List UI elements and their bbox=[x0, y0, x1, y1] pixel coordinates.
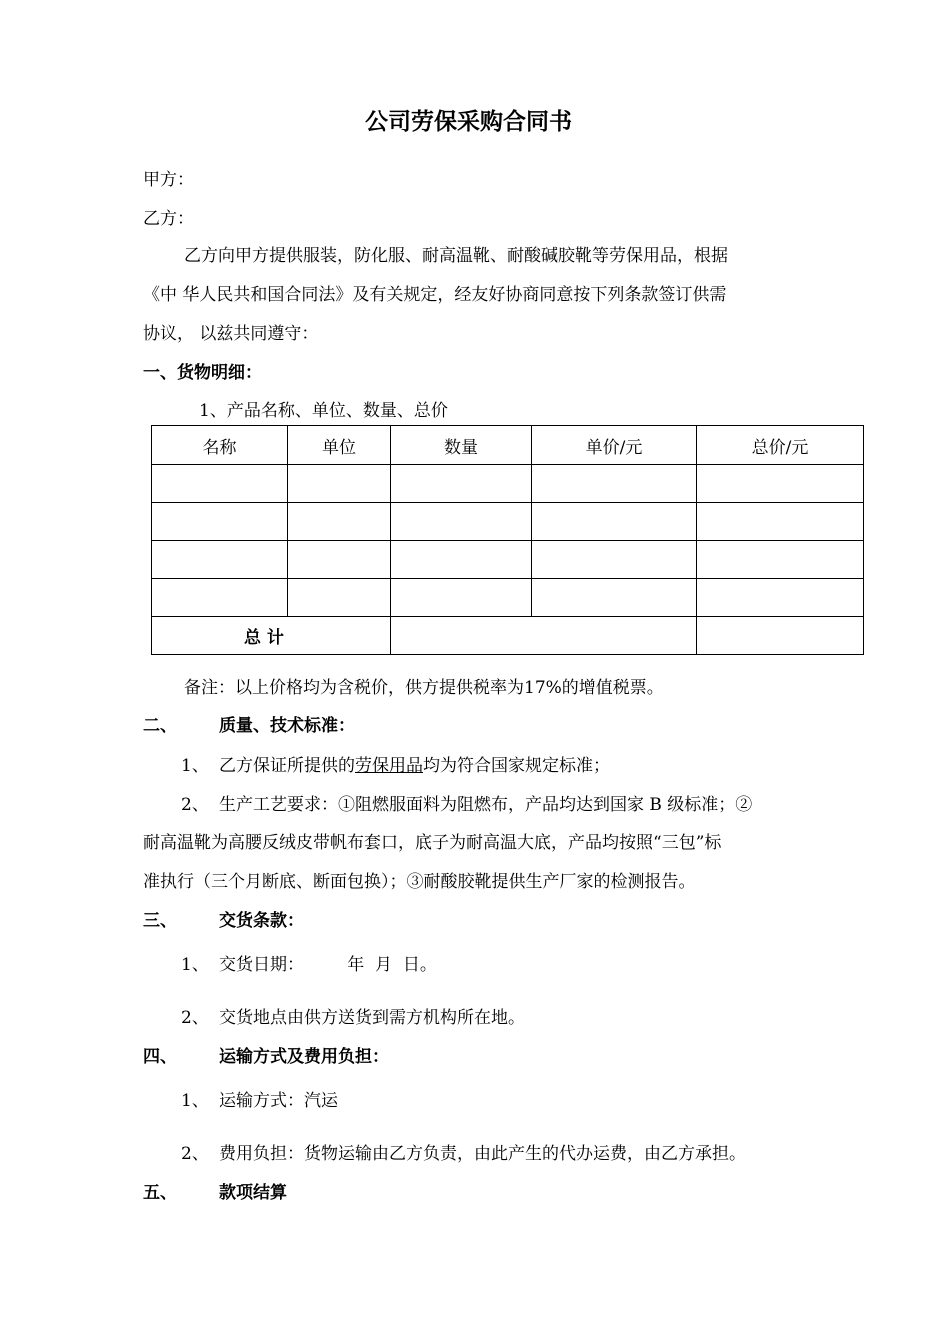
table-note: 备注：以上价格均为含税价，供方提供税率为17%的增值税票。 bbox=[184, 678, 664, 698]
table-row bbox=[152, 503, 864, 541]
table-header-row bbox=[152, 426, 864, 465]
table-cell[interactable] bbox=[288, 541, 391, 579]
table-cell[interactable] bbox=[152, 503, 288, 541]
col-header-name: 名称 bbox=[152, 426, 288, 465]
intro-line-2: 《中 华人民共和国合同法》及有关规定，经友好协商同意按下列条款签订供需 bbox=[143, 285, 727, 305]
table-cell[interactable] bbox=[152, 541, 288, 579]
section-4-number: 四、 bbox=[143, 1047, 177, 1067]
table-cell[interactable] bbox=[288, 465, 391, 503]
section-2-item-2-line-3: 准执行（三个月断底、断面包换）；③耐酸胶靴提供生产厂家的检测报告。 bbox=[143, 872, 696, 892]
intro-line-3: 协议， 以兹共同遵守： bbox=[143, 324, 319, 344]
total-merged-cell[interactable] bbox=[391, 617, 697, 655]
section-4-item-1-number: 1、 bbox=[181, 1091, 209, 1111]
section-2-item-1-number: 1、 bbox=[181, 756, 209, 776]
table-cell[interactable] bbox=[697, 465, 864, 503]
transport-method: 运输方式：汽运 bbox=[219, 1091, 338, 1111]
section-2-number: 二、 bbox=[143, 716, 177, 736]
table-cell[interactable] bbox=[532, 465, 697, 503]
section-2-item-2-line-2: 耐高温靴为高腰反绒皮带帆布套口，底子为耐高温大底，产品均按照“三包”标 bbox=[143, 833, 722, 853]
section-2-heading: 质量、技术标准： bbox=[219, 716, 355, 736]
section-2-item-2-number: 2、 bbox=[181, 795, 209, 815]
table-cell[interactable] bbox=[697, 579, 864, 617]
delivery-date: 交货日期： 年 月 日。 bbox=[219, 955, 437, 975]
col-header-quantity: 数量 bbox=[391, 426, 532, 465]
col-header-unit-price: 单价/元 bbox=[532, 426, 697, 465]
table-row bbox=[152, 541, 864, 579]
section-1-item-1: 1、产品名称、单位、数量、总价 bbox=[199, 401, 448, 421]
col-header-total-price: 总价/元 bbox=[697, 426, 864, 465]
delivery-location: 交货地点由供方送货到需方机构所在地。 bbox=[219, 1008, 525, 1028]
section-3-heading: 交货条款： bbox=[219, 911, 304, 931]
intro-line-1: 乙方向甲方提供服装，防化服、耐高温靴、耐酸碱胶靴等劳保用品，根据 bbox=[184, 246, 728, 266]
table-cell[interactable] bbox=[152, 465, 288, 503]
table-cell[interactable] bbox=[391, 579, 532, 617]
table-row bbox=[152, 465, 864, 503]
section-1-heading: 一、货物明细： bbox=[143, 363, 262, 383]
total-label: 总 计 bbox=[152, 617, 391, 655]
table-total-row bbox=[152, 617, 864, 655]
section-5-number: 五、 bbox=[143, 1183, 177, 1203]
table-cell[interactable] bbox=[697, 503, 864, 541]
table-row bbox=[152, 579, 864, 617]
item-text: 均为符合国家规定标准； bbox=[423, 756, 610, 776]
table-cell[interactable] bbox=[532, 503, 697, 541]
labor-supplies-link[interactable]: 劳保用品 bbox=[355, 756, 423, 776]
table-cell[interactable] bbox=[391, 541, 532, 579]
section-3-item-1-number: 1、 bbox=[181, 955, 209, 975]
table-cell[interactable] bbox=[288, 579, 391, 617]
table-cell[interactable] bbox=[288, 503, 391, 541]
section-2-item-2-line-1: 生产工艺要求：①阻燃服面料为阻燃布，产品均达到国家 B 级标准；② bbox=[219, 795, 753, 815]
cost-burden: 费用负担：货物运输由乙方负责，由此产生的代办运费，由乙方承担。 bbox=[219, 1144, 746, 1164]
section-5-heading: 款项结算 bbox=[219, 1183, 287, 1203]
item-text: 乙方保证所提供的 bbox=[219, 756, 355, 776]
section-4-item-2-number: 2、 bbox=[181, 1144, 209, 1164]
party-b-label: 乙方： bbox=[143, 209, 194, 229]
table-cell[interactable] bbox=[532, 541, 697, 579]
goods-table bbox=[151, 425, 864, 655]
table-cell[interactable] bbox=[152, 579, 288, 617]
table-cell[interactable] bbox=[532, 579, 697, 617]
col-header-unit: 单位 bbox=[288, 426, 391, 465]
section-3-item-2-number: 2、 bbox=[181, 1008, 209, 1028]
section-3-number: 三、 bbox=[143, 911, 177, 931]
section-2-item-1 bbox=[219, 754, 610, 778]
table-cell[interactable] bbox=[697, 541, 864, 579]
page-title: 公司劳保采购合同书 bbox=[365, 108, 572, 135]
total-value-cell[interactable] bbox=[697, 617, 864, 655]
party-a-label: 甲方： bbox=[143, 170, 194, 190]
table-cell[interactable] bbox=[391, 465, 532, 503]
table-cell[interactable] bbox=[391, 503, 532, 541]
section-4-heading: 运输方式及费用负担： bbox=[219, 1047, 389, 1067]
